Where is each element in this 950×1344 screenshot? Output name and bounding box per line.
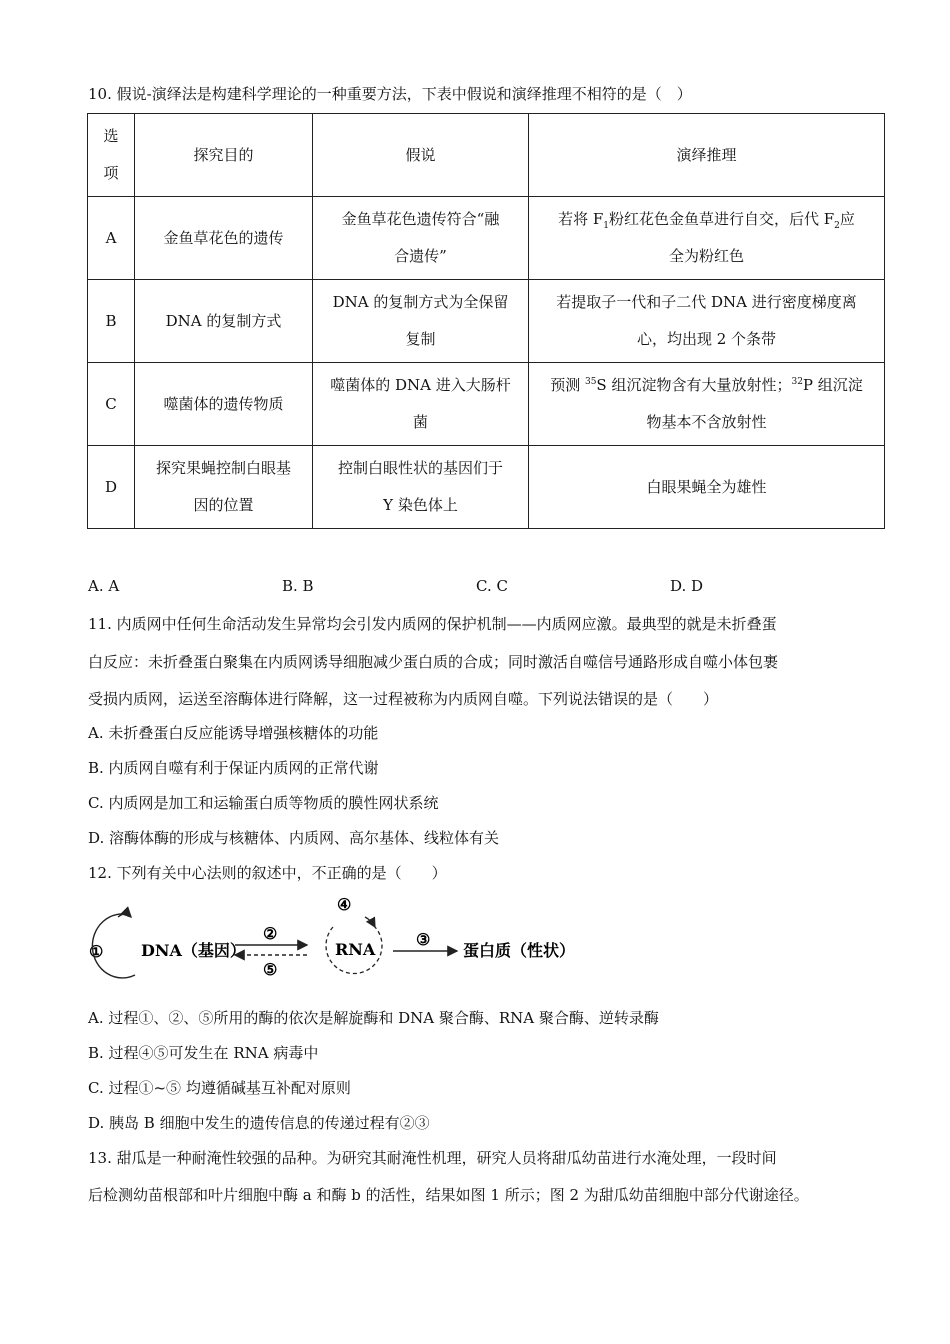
q13-line-2: 后检测幼苗根部和叶片细胞中酶 a 和酶 b 的活性，结果如图 1 所示；图 2 为甜瓜幼苗细胞中部分代谢途径。 <box>88 1186 809 1204</box>
table-row <box>88 363 885 446</box>
choice-a[interactable]: A. A <box>88 577 120 595</box>
q12-option-d[interactable]: D. 胰岛 B 细胞中发生的遗传信息的传递过程有②③ <box>88 1114 430 1132</box>
row-deduction: 白眼果蝇全为雄性 <box>529 446 885 529</box>
row-deduction: 预测 $^{35}$S 组沉淀物含有大量放射性；$^{32}$P 组沉淀 物基本不含放射性 <box>529 363 885 446</box>
q12-stem: 12. 下列有关中心法则的叙述中，不正确的是（ ） <box>88 864 447 882</box>
header-hypothesis: 假说 <box>313 114 529 197</box>
table-header-row <box>88 114 885 197</box>
q11-option-c[interactable]: C. 内质网是加工和运输蛋白质等物质的膜性网状系统 <box>88 794 439 812</box>
label-3: ③ <box>416 930 431 949</box>
q10-stem: 10. 假说-演绎法是构建科学理论的一种重要方法，下表中假说和演绎推理不相符的是（ ） <box>88 85 692 103</box>
row-deduction: 若提取子一代和子二代 DNA 进行密度梯度离 心，均出现 2 个条带 <box>529 280 885 363</box>
row-option: C <box>88 363 135 446</box>
table-row <box>88 446 885 529</box>
rna-replication-arrowhead <box>365 917 375 927</box>
q12-option-b[interactable]: B. 过程④⑤可发生在 RNA 病毒中 <box>88 1044 319 1062</box>
header-purpose: 探究目的 <box>135 114 313 197</box>
row-hypothesis: 噬菌体的 DNA 进入大肠杆 菌 <box>313 363 529 446</box>
label-2: ② <box>263 924 278 943</box>
q11-option-a[interactable]: A. 未折叠蛋白反应能诱导增强核糖体的功能 <box>88 724 379 742</box>
row-hypothesis: 金鱼草花色遗传符合“融 合遗传” <box>313 197 529 280</box>
row-deduction: 若将 $F_1$粉红花色金鱼草进行自交，后代 $F_2$应 全为粉红色 <box>529 197 885 280</box>
row-hypothesis: DNA 的复制方式为全保留 复制 <box>313 280 529 363</box>
row-purpose: 金鱼草花色的遗传 <box>135 197 313 280</box>
choice-b[interactable]: B. B <box>282 577 314 595</box>
row-purpose: DNA 的复制方式 <box>135 280 313 363</box>
choice-d[interactable]: D. D <box>670 577 704 595</box>
q11-line-2: 白反应：未折叠蛋白聚集在内质网诱导细胞减少蛋白质的合成；同时激活自噬信号通路形成自噬小体包裹 <box>88 653 779 671</box>
q11-line-3: 受损内质网，运送至溶酶体进行降解，这一过程被称为内质网自噬。下列说法错误的是（ ） <box>88 690 719 708</box>
row-option: D <box>88 446 135 529</box>
q10-table <box>87 113 885 529</box>
row-option: B <box>88 280 135 363</box>
label-1: ① <box>89 942 104 961</box>
header-option: 选 项 <box>88 114 135 197</box>
label-4: ④ <box>337 895 352 914</box>
central-dogma-diagram <box>85 893 585 983</box>
q13-line-1: 13. 甜瓜是一种耐淹性较强的品种。为研究其耐淹性机理，研究人员将甜瓜幼苗进行水淹处理，一段时间 <box>88 1149 777 1167</box>
row-purpose: 探究果蝇控制白眼基 因的位置 <box>135 446 313 529</box>
rna-label: RNA <box>335 940 376 959</box>
q11-line-1: 11. 内质网中任何生命活动发生异常均会引发内质网的保护机制——内质网应激。最典型的就是未折叠蛋 <box>88 615 777 633</box>
table-row <box>88 280 885 363</box>
dna-label: DNA（基因） <box>141 941 246 960</box>
label-5: ⑤ <box>263 960 278 979</box>
q12-option-a[interactable]: A. 过程①、②、⑤所用的酶的依次是解旋酶和 DNA 聚合酶、RNA 聚合酶、逆转录酶 <box>88 1009 659 1027</box>
row-hypothesis: 控制白眼性状的基因们于 Y 染色体上 <box>313 446 529 529</box>
choice-c[interactable]: C. C <box>476 577 508 595</box>
q11-option-d[interactable]: D. 溶酶体酶的形成与核糖体、内质网、高尔基体、线粒体有关 <box>88 829 500 847</box>
header-deduction: 演绎推理 <box>529 114 885 197</box>
row-purpose: 噬菌体的遗传物质 <box>135 363 313 446</box>
q12-option-c[interactable]: C. 过程①~⑤ 均遵循碱基互补配对原则 <box>88 1079 351 1097</box>
row-option: A <box>88 197 135 280</box>
q11-option-b[interactable]: B. 内质网自噬有利于保证内质网的正常代谢 <box>88 759 379 777</box>
protein-label: 蛋白质（性状） <box>463 941 576 960</box>
table-row <box>88 197 885 280</box>
